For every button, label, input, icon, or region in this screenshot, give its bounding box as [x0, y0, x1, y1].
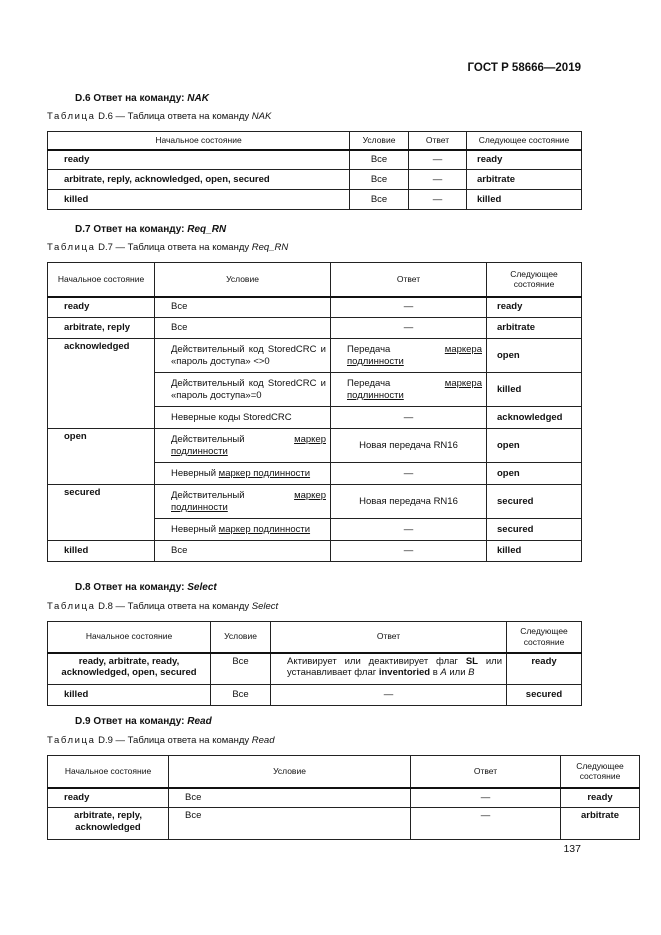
table-d6 [47, 131, 582, 210]
column-header: Начальное состояние [48, 756, 169, 788]
column-header: Начальное состояние [48, 622, 211, 653]
column-header: Условие [350, 132, 409, 150]
column-header: Ответ [409, 132, 467, 150]
table-row: secured Действительный маркер подлинности Новая передача RN16 secured [48, 485, 582, 519]
table-row: Неверные коды StoredCRC — acknowledged [48, 407, 582, 429]
section-title-d7: D.7 Ответ на команду: Req_RN [75, 224, 227, 235]
table-row: killed Все — secured [48, 685, 582, 706]
table-row: Неверный маркер подлинности — open [48, 463, 582, 485]
table-caption-d9: Таблица D.9 — Таблица ответа на команду Read [47, 735, 275, 746]
table-row: killed Все — killed [48, 190, 582, 210]
table-row: Неверный маркер подлинности — secured [48, 519, 582, 541]
column-header: Начальное состояние [48, 132, 350, 150]
column-header: Следующее состояние [487, 263, 582, 297]
column-header: Условие [169, 756, 411, 788]
table-row: ready Все — ready [48, 788, 640, 808]
table-row: killed Все — killed [48, 541, 582, 562]
table-caption-d6: Таблица D.6 — Таблица ответа на команду NAK [47, 111, 272, 122]
column-header: Следующее состояние [561, 756, 640, 788]
column-header: Следующее состояние [467, 132, 582, 150]
column-header: Следующее состояние [507, 622, 582, 653]
table-row: acknowledged Действительный код StoredCRC и «пароль доступа» <>0 Передача маркера подлинности open [48, 339, 582, 373]
table-caption-d8: Таблица D.8 — Таблица ответа на команду Select [47, 601, 279, 612]
section-title-d6: D.6 Ответ на команду: NAK [75, 93, 209, 104]
table-row: ready Все — ready [48, 297, 582, 318]
table-row: open Действительный маркер подлинности Новая передача RN16 open [48, 429, 582, 463]
column-header: Условие [155, 263, 331, 297]
column-header: Условие [211, 622, 271, 653]
table-d8 [47, 621, 582, 706]
section-title-d9: D.9 Ответ на команду: Read [75, 716, 212, 727]
column-header: Ответ [331, 263, 487, 297]
page-number: 137 [563, 843, 581, 855]
column-header: Ответ [271, 622, 507, 653]
table-row: ready Все — ready [48, 150, 582, 170]
table-row: arbitrate, reply, acknowledged, open, secured Все — arbitrate [48, 170, 582, 190]
table-d9 [47, 755, 640, 840]
column-header: Ответ [411, 756, 561, 788]
table-caption-d7: Таблица D.7 — Таблица ответа на команду Req_RN [47, 242, 289, 253]
table-row: Действительный код StoredCRC и «пароль доступа»=0 Передача маркера подлинности killed [48, 373, 582, 407]
column-header: Начальное состояние [48, 263, 155, 297]
document-header: ГОСТ Р 58666—2019 [467, 62, 581, 74]
table-row: arbitrate, reply Все — arbitrate [48, 318, 582, 339]
table-row: arbitrate, reply, acknowledged Все — arbitrate [48, 808, 640, 840]
table-row: ready, arbitrate, ready, acknowledged, open, secured Все Активирует или деактивирует флаг SL или устанавливает флаг inventoried в A или B ready [48, 653, 582, 685]
section-title-d8: D.8 Ответ на команду: Select [75, 582, 217, 593]
table-d7 [47, 262, 582, 562]
